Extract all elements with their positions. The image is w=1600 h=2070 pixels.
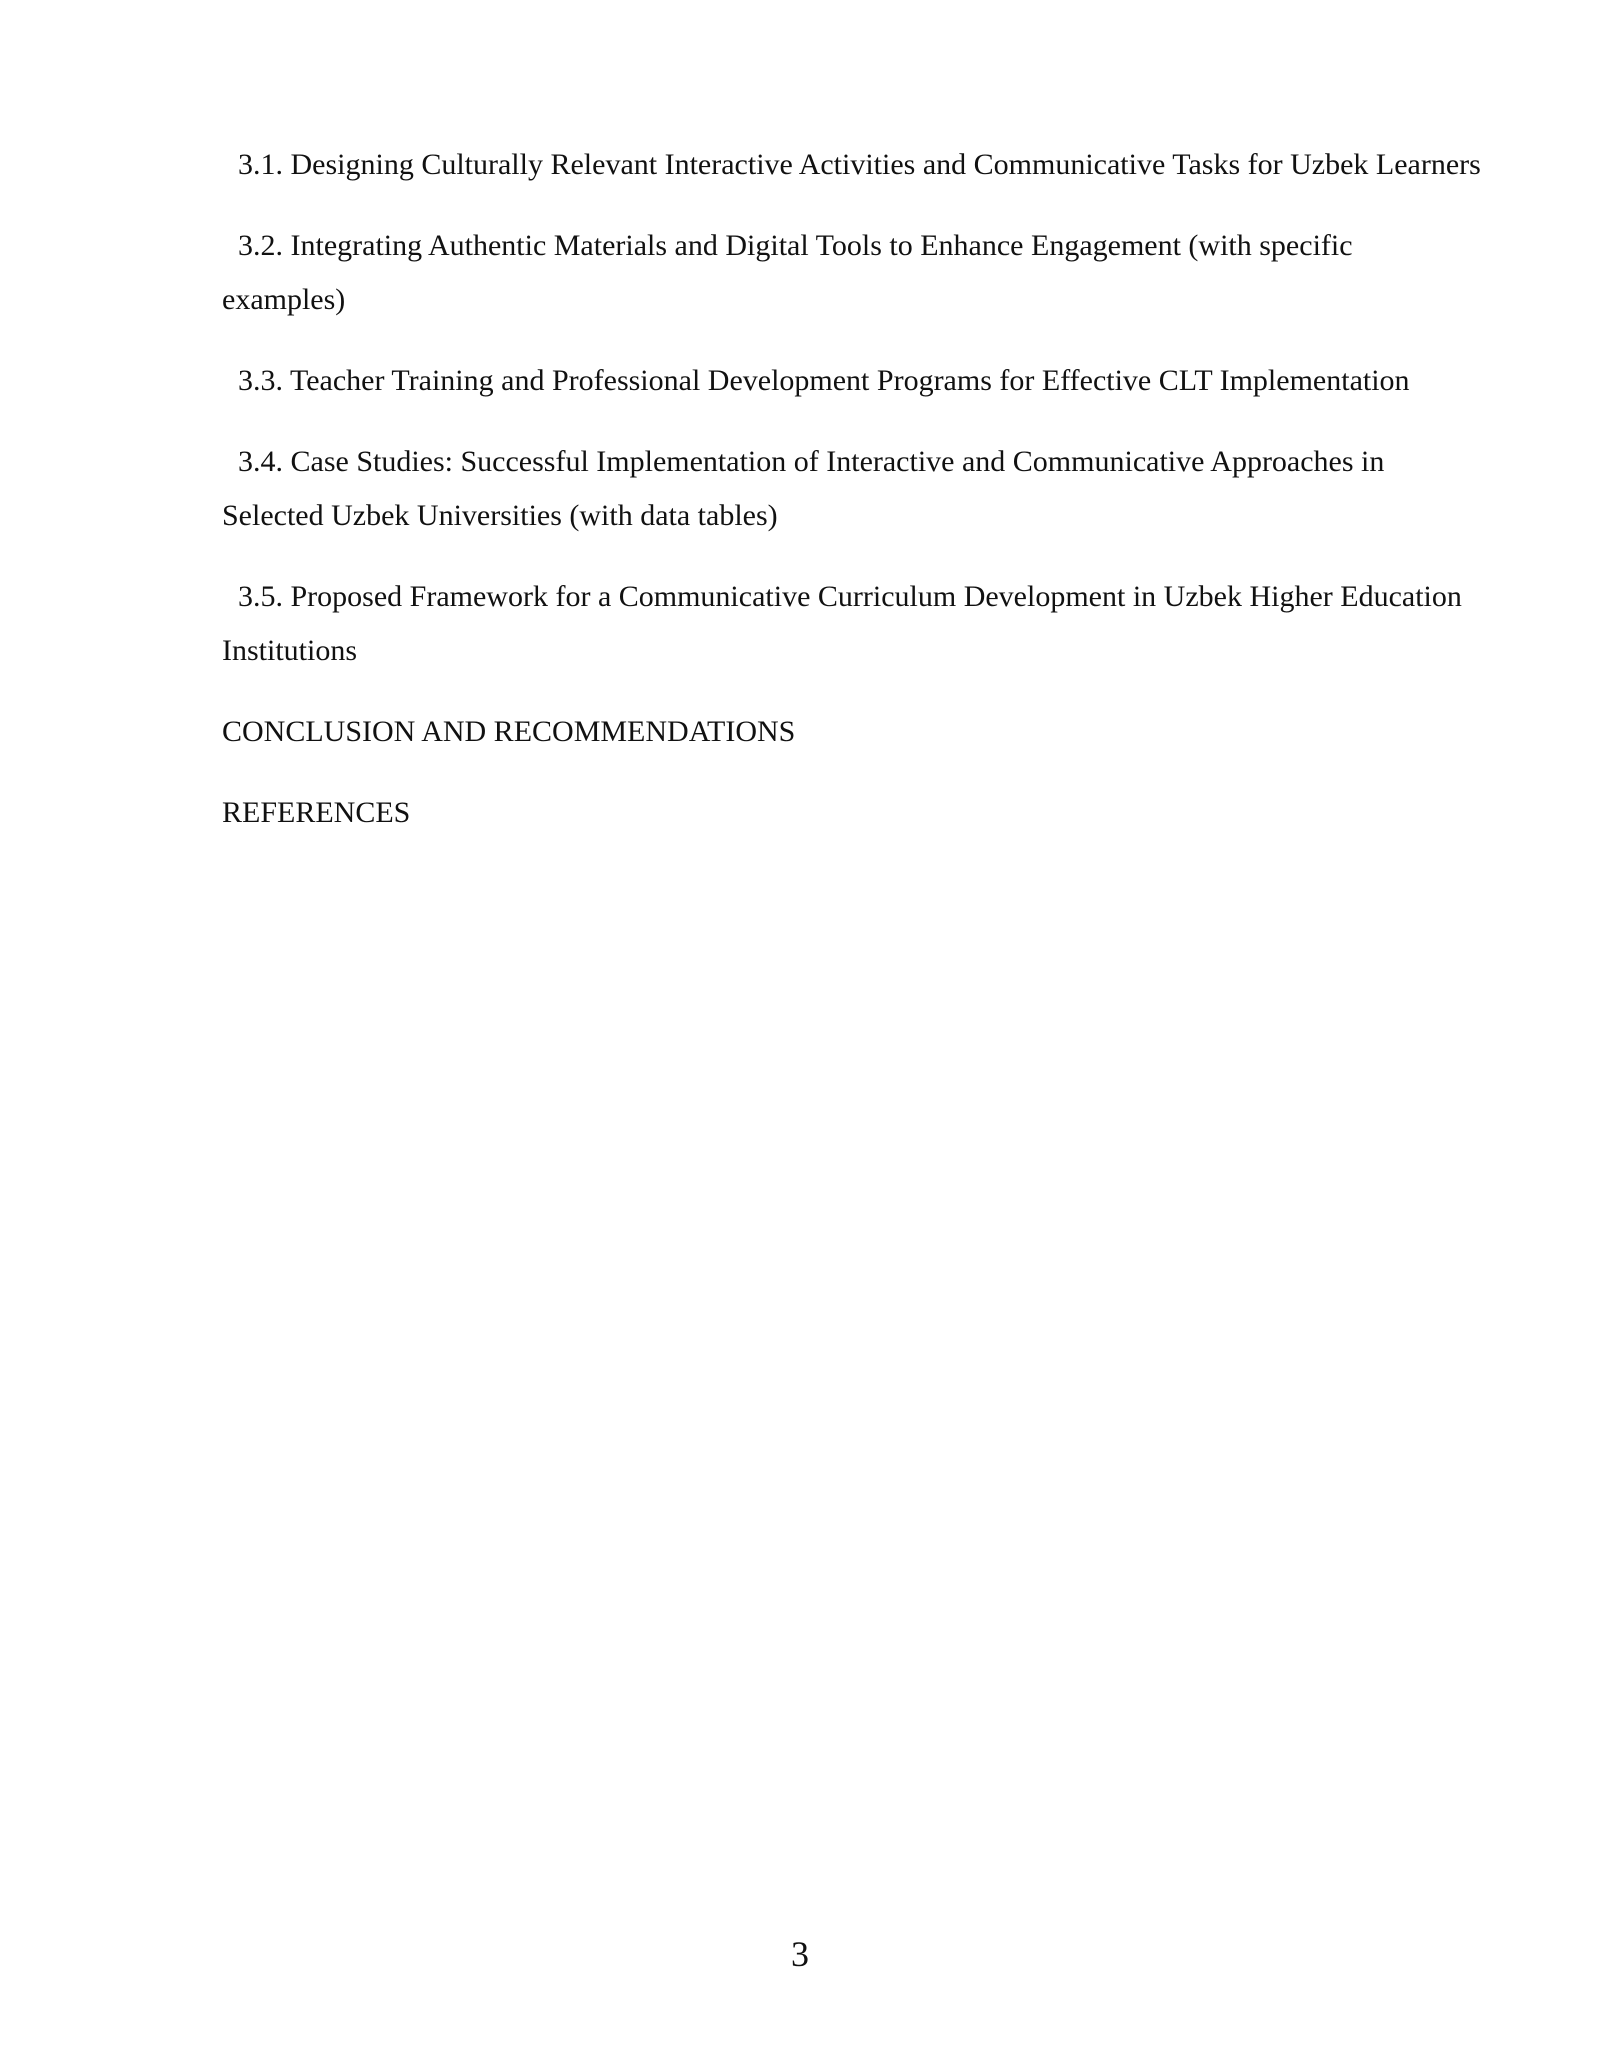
toc-entry-3-1: 3.1. Designing Culturally Relevant Interactive Activities and Communicative Tasks for Uzbek Learners — [238, 148, 1481, 181]
toc-entry-3-4: 3.4. Case Studies: Successful Implementation of Interactive and Communicative Approaches in Selected Uzbek Universities (with data tables) — [222, 445, 1385, 532]
toc-entry-3-2: 3.2. Integrating Authentic Materials and Digital Tools to Enhance Engagement (with specific examples) — [222, 229, 1353, 316]
page-number: 3 — [791, 1934, 809, 1974]
toc-entry-3-5: 3.5. Proposed Framework for a Communicative Curriculum Development in Uzbek Higher Education Institutions — [222, 580, 1462, 667]
table-of-contents — [222, 138, 1482, 867]
toc-entry-3-3: 3.3. Teacher Training and Professional Development Programs for Effective CLT Implementation — [238, 364, 1410, 397]
toc-entry-references: REFERENCES — [222, 796, 411, 829]
toc-entry-conclusion: CONCLUSION AND RECOMMENDATIONS — [222, 715, 796, 748]
